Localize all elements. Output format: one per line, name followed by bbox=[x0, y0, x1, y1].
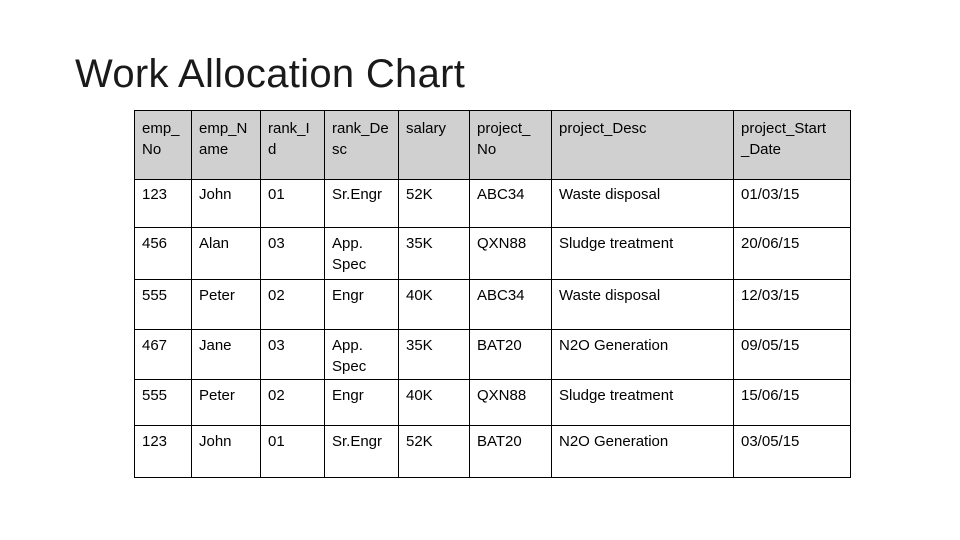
cell-rank-id: 02 bbox=[261, 380, 325, 426]
cell-project-desc: Sludge treatment bbox=[552, 380, 734, 426]
cell-emp-name: John bbox=[192, 180, 261, 228]
cell-project-no: ABC34 bbox=[470, 280, 552, 330]
header-emp-name: emp_N ame bbox=[192, 111, 261, 180]
cell-emp-no: 467 bbox=[135, 330, 192, 380]
cell-project-desc: N2O Generation bbox=[552, 426, 734, 478]
header-emp-no: emp_ No bbox=[135, 111, 192, 180]
cell-rank-id: 01 bbox=[261, 426, 325, 478]
table-header-row bbox=[135, 111, 851, 180]
header-project-no: project_ No bbox=[470, 111, 552, 180]
cell-emp-name: Alan bbox=[192, 228, 261, 280]
cell-rank-desc: App. Spec bbox=[325, 228, 399, 280]
cell-salary: 35K bbox=[399, 330, 470, 380]
cell-project-no: QXN88 bbox=[470, 228, 552, 280]
cell-project-start-date: 03/05/15 bbox=[734, 426, 851, 478]
table-row bbox=[135, 228, 851, 280]
cell-salary: 52K bbox=[399, 180, 470, 228]
header-salary: salary bbox=[399, 111, 470, 180]
cell-emp-no: 555 bbox=[135, 380, 192, 426]
cell-salary: 40K bbox=[399, 280, 470, 330]
header-rank-desc: rank_De sc bbox=[325, 111, 399, 180]
table-row bbox=[135, 330, 851, 380]
table-row bbox=[135, 280, 851, 330]
cell-salary: 40K bbox=[399, 380, 470, 426]
header-project-desc: project_Desc bbox=[552, 111, 734, 180]
cell-project-start-date: 09/05/15 bbox=[734, 330, 851, 380]
cell-rank-id: 03 bbox=[261, 330, 325, 380]
cell-rank-id: 02 bbox=[261, 280, 325, 330]
table-row bbox=[135, 380, 851, 426]
cell-rank-desc: Engr bbox=[325, 280, 399, 330]
table-row bbox=[135, 180, 851, 228]
cell-emp-name: Jane bbox=[192, 330, 261, 380]
cell-emp-no: 123 bbox=[135, 426, 192, 478]
cell-rank-id: 03 bbox=[261, 228, 325, 280]
cell-rank-desc: App. Spec bbox=[325, 330, 399, 380]
cell-emp-name: Peter bbox=[192, 280, 261, 330]
cell-project-start-date: 12/03/15 bbox=[734, 280, 851, 330]
cell-project-desc: N2O Generation bbox=[552, 330, 734, 380]
cell-emp-no: 456 bbox=[135, 228, 192, 280]
table-row bbox=[135, 426, 851, 478]
header-rank-id: rank_I d bbox=[261, 111, 325, 180]
header-project-start-date: project_Start _Date bbox=[734, 111, 851, 180]
cell-project-no: BAT20 bbox=[470, 426, 552, 478]
cell-rank-desc: Sr.Engr bbox=[325, 426, 399, 478]
cell-rank-desc: Sr.Engr bbox=[325, 180, 399, 228]
cell-emp-no: 555 bbox=[135, 280, 192, 330]
cell-project-desc: Sludge treatment bbox=[552, 228, 734, 280]
cell-project-no: QXN88 bbox=[470, 380, 552, 426]
cell-rank-id: 01 bbox=[261, 180, 325, 228]
cell-salary: 52K bbox=[399, 426, 470, 478]
cell-project-start-date: 15/06/15 bbox=[734, 380, 851, 426]
cell-project-start-date: 01/03/15 bbox=[734, 180, 851, 228]
cell-emp-no: 123 bbox=[135, 180, 192, 228]
cell-project-no: ABC34 bbox=[470, 180, 552, 228]
cell-project-desc: Waste disposal bbox=[552, 180, 734, 228]
cell-salary: 35K bbox=[399, 228, 470, 280]
work-allocation-table bbox=[134, 110, 851, 478]
cell-project-desc: Waste disposal bbox=[552, 280, 734, 330]
cell-emp-name: Peter bbox=[192, 380, 261, 426]
cell-rank-desc: Engr bbox=[325, 380, 399, 426]
cell-emp-name: John bbox=[192, 426, 261, 478]
page-title: Work Allocation Chart bbox=[75, 52, 466, 96]
cell-project-start-date: 20/06/15 bbox=[734, 228, 851, 280]
cell-project-no: BAT20 bbox=[470, 330, 552, 380]
